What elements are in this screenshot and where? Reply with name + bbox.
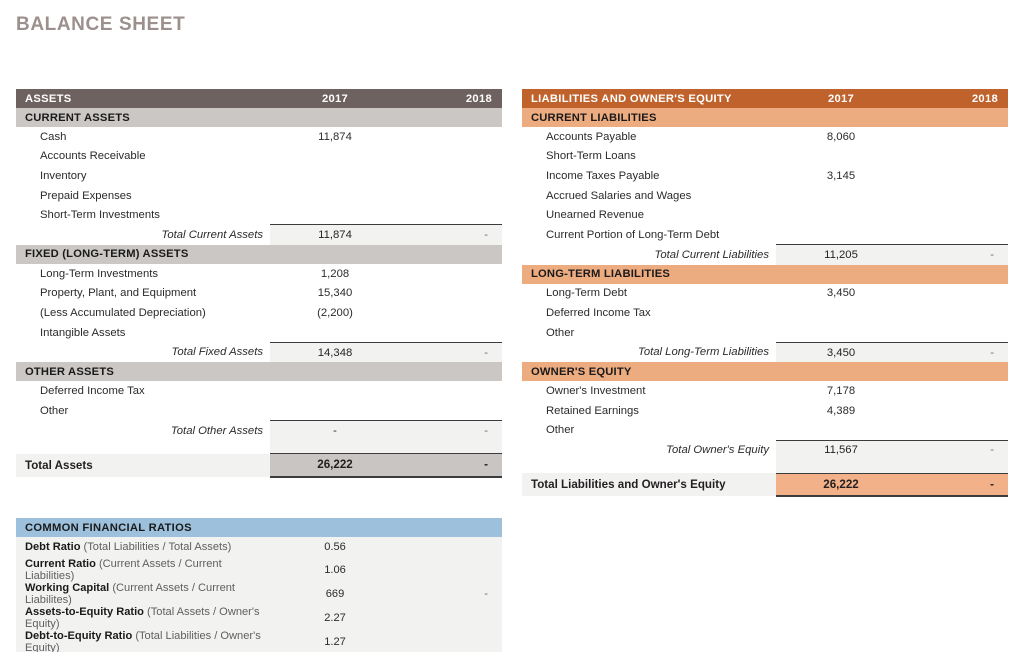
liabilities-header-label: LIABILITIES AND OWNER'S EQUITY [522,89,776,108]
assets-line-item[interactable] [16,303,502,323]
assets-line-item-year2-value[interactable] [400,205,502,225]
assets-section-title: FIXED (LONG-TERM) ASSETS [16,245,270,264]
assets-line-item[interactable] [16,147,502,167]
assets-line-item[interactable] [16,264,502,284]
assets-line-item-label: Intangible Assets [40,326,126,339]
ratio-year2-value [400,537,502,558]
assets-subtotal-row [16,225,502,245]
ratio-row[interactable] [16,582,502,606]
liabilities-subtotal-label: Total Owner's Equity [666,444,769,457]
assets-line-item-year2-value[interactable] [400,127,502,147]
liabilities-line-item-year2-value[interactable] [906,147,1008,167]
liabilities-line-item-year2-value[interactable] [906,127,1008,147]
ratio-label [16,537,270,558]
liabilities-subtotal-year2-value: - [906,342,1008,362]
ratio-year1-value: 1.06 [270,558,400,582]
assets-line-item[interactable] [16,205,502,225]
liabilities-subtotal-label: Total Current Liabilities [654,248,769,261]
assets-line-item-year2-value[interactable] [400,186,502,206]
assets-subtotal-year2-value: - [400,225,502,245]
assets-line-item-year2-value[interactable] [400,264,502,284]
assets-line-item[interactable] [16,284,502,304]
liabilities-subtotal-row [522,440,1008,460]
assets-line-item-year1-value[interactable] [270,166,400,186]
assets-line-item-year1-value[interactable]: 1,208 [320,267,350,280]
liabilities-section-title: LONG-TERM LIABILITIES [522,265,776,284]
liabilities-line-item-year1-value[interactable] [776,421,906,441]
assets-line-item-label: Other [40,404,69,417]
assets-header-year2: 2018 [400,89,502,108]
liabilities-line-item-year2-value[interactable] [906,166,1008,186]
assets-line-item-label: Cash [40,130,67,143]
liabilities-line-item-year2-value[interactable] [906,186,1008,206]
assets-section-band-fill [400,245,502,264]
assets-line-item-label: (Less Accumulated Depreciation) [40,306,206,319]
liabilities-line-item-year1-value[interactable]: 3,145 [826,169,856,182]
liabilities-line-item-year2-value[interactable] [906,303,1008,323]
liabilities-line-item-year2-value[interactable] [906,401,1008,421]
ratios-header-label: COMMON FINANCIAL RATIOS [16,518,270,537]
assets-grand-total-year1-value: 26,222 [270,454,400,477]
liabilities-line-item-year1-value[interactable] [776,186,906,206]
liabilities-subtotal-year1-value: 3,450 [776,342,906,362]
liabilities-line-item[interactable] [522,381,1008,401]
liabilities-spacer-row [522,460,1008,473]
liabilities-spacer-cell [906,460,1008,473]
liabilities-table [522,89,1008,497]
ratio-formula: (Total Liabilities / Owner's Equity) [25,629,261,652]
page-title: BALANCE SHEET [16,14,186,35]
liabilities-header-year1: 2017 [776,89,906,108]
liabilities-line-item[interactable] [522,284,1008,304]
assets-subtotal-label: Total Fixed Assets [171,346,263,359]
liabilities-section-title: OWNER'S EQUITY [522,362,776,381]
ratio-formula: (Current Assets / Current Liabilities) [25,557,222,582]
assets-line-item[interactable] [16,381,502,401]
assets-line-item[interactable] [16,401,502,421]
ratio-year2-value [400,606,502,630]
liabilities-line-item-year2-value[interactable] [906,205,1008,225]
ratios-header-fill [270,518,400,537]
assets-header-row [16,89,502,108]
liabilities-line-item[interactable] [522,401,1008,421]
assets-header-label: ASSETS [16,89,270,108]
assets-line-item-year1-value[interactable] [270,381,400,401]
ratio-year2-value [400,558,502,582]
ratio-formula: (Total Liabilities / Total Assets) [80,541,232,554]
ratio-name: Current Ratio [25,557,96,570]
ratio-year1-value: 0.56 [270,537,400,558]
liabilities-line-item-year1-value[interactable] [776,205,906,225]
ratio-year2-value: - [400,582,502,606]
ratio-row[interactable] [16,537,502,558]
financial-ratios-table [16,518,502,652]
liabilities-subtotal-year1-value: 11,205 [776,245,906,265]
liabilities-line-item-label: Other [546,424,575,437]
liabilities-subtotal-row [522,245,1008,265]
liabilities-spacer-cell [522,460,776,473]
liabilities-line-item-year1-value[interactable]: 8,060 [826,130,856,143]
assets-spacer-cell [16,441,270,454]
ratio-label [16,558,270,582]
liabilities-line-item-year1-value[interactable] [776,323,906,343]
assets-line-item-year2-value[interactable] [400,381,502,401]
liabilities-grand-total-year2-value: - [906,473,1008,496]
liabilities-line-item-label: Long-Term Debt [546,287,627,300]
assets-line-item-year1-value[interactable] [270,147,400,167]
assets-line-item-label: Property, Plant, and Equipment [40,287,197,300]
assets-grand-total-year2-value: - [400,454,502,477]
assets-subtotal-year1-value: 11,874 [270,225,400,245]
assets-section-band-fill [270,245,400,264]
liabilities-section-band [522,108,1008,127]
liabilities-line-item[interactable] [522,127,1008,147]
ratio-name: Assets-to-Equity Ratio [25,605,144,618]
ratios-header-fill [400,518,502,537]
assets-line-item-year2-value[interactable] [400,147,502,167]
assets-spacer-cell [270,441,400,454]
liabilities-subtotal-label: Total Long-Term Liabilities [637,346,769,359]
assets-line-item-year2-value[interactable] [400,323,502,343]
liabilities-line-item[interactable] [522,147,1008,167]
assets-section-title: CURRENT ASSETS [16,108,270,127]
liabilities-line-item[interactable] [522,186,1008,206]
assets-section-band-fill [270,108,400,127]
assets-header-year1: 2017 [270,89,400,108]
assets-section-band [16,362,502,381]
assets-line-item-year1-value[interactable] [270,401,400,421]
liabilities-line-item-label: Income Taxes Payable [546,169,660,182]
assets-line-item-label: Deferred Income Tax [40,385,145,398]
assets-section-band-fill [400,362,502,381]
assets-subtotal-year2-value: - [400,342,502,362]
assets-section-title: OTHER ASSETS [16,362,270,381]
ratio-formula: (Current Assets / Current Liabilites) [25,581,236,606]
liabilities-line-item-year1-value[interactable] [776,147,906,167]
liabilities-grand-total-label: Total Liabilities and Owner's Equity [522,473,776,496]
assets-line-item[interactable] [16,186,502,206]
liabilities-spacer-cell [776,460,906,473]
assets-grand-total-label: Total Assets [16,454,270,477]
assets-line-item-label: Short-Term Investments [40,209,160,222]
ratio-label [16,582,270,606]
ratio-name: Debt-to-Equity Ratio [25,629,133,642]
liabilities-section-band-fill [776,265,906,284]
ratio-formula: (Total Assets / Owner's Equity) [25,605,260,630]
liabilities-line-item-year2-value[interactable] [906,381,1008,401]
ratio-row[interactable] [16,606,502,630]
liabilities-section-band-fill [776,362,906,381]
assets-line-item-year1-value[interactable] [270,186,400,206]
liabilities-line-item[interactable] [522,323,1008,343]
assets-line-item[interactable] [16,127,502,147]
liabilities-line-item[interactable] [522,166,1008,186]
assets-line-item-label: Accounts Receivable [40,150,146,163]
ratio-row[interactable] [16,630,502,652]
liabilities-line-item-label: Short-Term Loans [546,150,636,163]
assets-line-item-year2-value[interactable] [400,284,502,304]
liabilities-line-item-label: Retained Earnings [546,404,639,417]
assets-line-item[interactable] [16,166,502,186]
assets-line-item-year1-value[interactable]: (2,200) [317,306,353,319]
assets-grand-total-row [16,454,502,477]
liabilities-section-band [522,362,1008,381]
liabilities-subtotal-year1-value: 11,567 [776,440,906,460]
liabilities-section-band-fill [776,108,906,127]
liabilities-line-item-label: Deferred Income Tax [546,306,651,319]
liabilities-grand-total-row [522,473,1008,496]
liabilities-section-band-fill [906,265,1008,284]
assets-subtotal-row [16,342,502,362]
liabilities-subtotal-year2-value: - [906,440,1008,460]
assets-subtotal-label: Total Current Assets [161,228,263,241]
liabilities-section-band-fill [906,362,1008,381]
liabilities-section-band-fill [906,108,1008,127]
liabilities-line-item-label: Accounts Payable [546,130,637,143]
ratio-year1-value: 669 [270,582,400,606]
liabilities-section-title: CURRENT LIABILITIES [522,108,776,127]
liabilities-line-item[interactable] [522,303,1008,323]
assets-line-item[interactable] [16,323,502,343]
liabilities-line-item-label: Other [546,326,575,339]
liabilities-line-item-label: Accrued Salaries and Wages [546,189,692,202]
liabilities-line-item[interactable] [522,225,1008,245]
assets-line-item-year1-value[interactable] [270,205,400,225]
liabilities-line-item-year1-value[interactable]: 4,389 [826,404,856,417]
assets-spacer-row [16,441,502,454]
ratio-year1-value: 2.27 [270,606,400,630]
liabilities-line-item-year1-value[interactable]: 3,450 [826,287,856,300]
liabilities-line-item-label: Current Portion of Long-Term Debt [546,228,720,241]
ratio-label [16,630,270,652]
ratio-row[interactable] [16,558,502,582]
assets-subtotal-year1-value: 14,348 [270,342,400,362]
liabilities-line-item[interactable] [522,421,1008,441]
assets-table [16,89,502,478]
assets-spacer-cell [400,441,502,454]
assets-section-band [16,108,502,127]
assets-line-item-year2-value[interactable] [400,166,502,186]
assets-line-item-year2-value[interactable] [400,401,502,421]
assets-line-item-year1-value[interactable]: 11,874 [318,130,352,143]
liabilities-line-item-year1-value[interactable] [776,303,906,323]
assets-section-band-fill [400,108,502,127]
liabilities-line-item-year2-value[interactable] [906,323,1008,343]
assets-line-item-label: Inventory [40,169,87,182]
ratio-year1-value: 1.27 [270,630,400,652]
liabilities-subtotal-row [522,342,1008,362]
assets-subtotal-row [16,421,502,441]
liabilities-line-item-year1-value[interactable] [776,225,906,245]
assets-line-item-label: Long-Term Investments [40,267,159,280]
assets-subtotal-year2-value: - [400,421,502,441]
liabilities-header-row [522,89,1008,108]
liabilities-line-item-year1-value[interactable]: 7,178 [826,385,856,398]
assets-subtotal-label: Total Other Assets [170,424,263,437]
assets-section-band-fill [270,362,400,381]
liabilities-section-band [522,265,1008,284]
assets-subtotal-year1-value: - [270,421,400,441]
liabilities-line-item[interactable] [522,205,1008,225]
ratio-name: Debt Ratio [25,541,81,554]
assets-line-item-label: Prepaid Expenses [40,189,132,202]
assets-section-band [16,245,502,264]
liabilities-line-item-year2-value[interactable] [906,225,1008,245]
assets-line-item-year1-value[interactable] [270,323,400,343]
assets-line-item-year1-value[interactable]: 15,340 [317,287,353,300]
liabilities-line-item-label: Owner's Investment [546,385,646,398]
liabilities-line-item-label: Unearned Revenue [546,209,644,222]
liabilities-line-item-year2-value[interactable] [906,284,1008,304]
ratio-name: Working Capital [25,581,110,594]
liabilities-line-item-year2-value[interactable] [906,421,1008,441]
liabilities-grand-total-year1-value: 26,222 [776,473,906,496]
ratio-label [16,606,270,630]
liabilities-subtotal-year2-value: - [906,245,1008,265]
ratio-year2-value [400,630,502,652]
ratios-header-row [16,518,502,537]
assets-line-item-year2-value[interactable] [400,303,502,323]
liabilities-header-year2: 2018 [906,89,1008,108]
